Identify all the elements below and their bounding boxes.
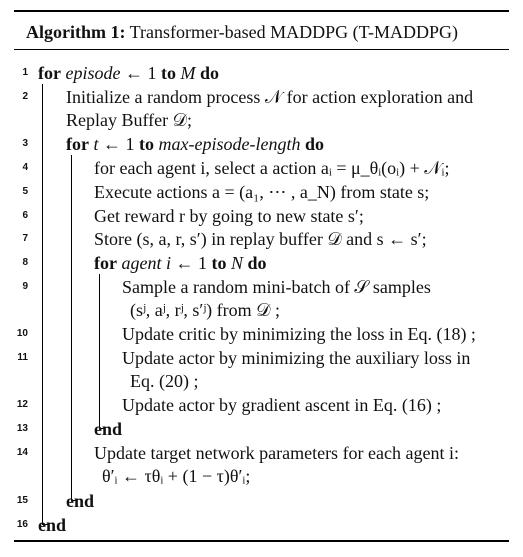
algorithm-top-rule (14, 10, 509, 12)
line-number: 10 (16, 328, 28, 339)
algo-line-9b: (sʲ, aʲ, rʲ, s′ʲ) from 𝒟 ; (130, 300, 280, 320)
algo-line-8: for agent i ← 1 to N do (94, 253, 267, 273)
line-number: 3 (22, 138, 28, 149)
line-number: 4 (22, 162, 28, 173)
line-number: 11 (17, 352, 28, 363)
block-bar-agent (99, 274, 100, 428)
line-number: 12 (16, 399, 28, 410)
algo-line-9a: Sample a random mini-batch of 𝒮 samples (122, 277, 431, 297)
algo-line-16: end (38, 515, 67, 535)
algo-line-15: end (66, 491, 95, 511)
algo-line-2a: Initialize a random process 𝒩 for action exploration and (66, 87, 474, 107)
block-bar-episode (42, 84, 43, 524)
line-number: 7 (22, 233, 28, 244)
line-number: 14 (16, 447, 28, 458)
algo-line-1: for episode ← 1 to M do (38, 63, 219, 83)
algo-line-5: Execute actions a = (a₁, ⋯ , a_N) from state s; (94, 182, 430, 202)
algorithm-caption-rule (14, 49, 509, 50)
algo-line-4: for each agent i, select a action aᵢ = μ_θᵢ(oᵢ) + 𝒩ᵢ; (94, 158, 450, 178)
line-number: 15 (16, 495, 28, 506)
line-number: 6 (22, 210, 28, 221)
line-number: 1 (22, 67, 28, 78)
line-number: 8 (22, 257, 28, 268)
line-number: 16 (16, 519, 28, 530)
algo-line-7: Store (s, a, r, s′) in replay buffer 𝒟 and s ← s′; (94, 229, 427, 249)
algo-line-14a: Update target network parameters for each agent i: (94, 443, 460, 463)
algorithm-title: Transformer-based MADDPG (T-MADDPG) (129, 22, 458, 42)
algo-line-12: Update actor by gradient ascent in Eq. (16) ; (122, 395, 442, 415)
line-number: 2 (22, 91, 28, 102)
algorithm-bottom-rule (14, 540, 509, 542)
algorithm-caption (26, 21, 458, 43)
algorithm-label: Algorithm 1: (26, 22, 126, 42)
algo-line-11b: Eq. (20) ; (130, 371, 199, 391)
block-bar-step (71, 155, 72, 500)
line-number: 5 (22, 186, 28, 197)
line-number: 9 (22, 281, 28, 292)
line-number: 13 (16, 423, 28, 434)
algo-line-10: Update critic by minimizing the loss in Eq. (18) ; (122, 324, 476, 344)
algo-line-11a: Update actor by minimizing the auxiliary loss in (122, 348, 471, 368)
algo-line-3: for t ← 1 to max-episode-length do (66, 134, 324, 154)
algo-line-2b: Replay Buffer 𝒟; (66, 110, 193, 130)
algo-line-6: Get reward r by going to new state s′; (94, 206, 364, 226)
algo-line-13: end (94, 419, 123, 439)
algo-line-14b: θ′ᵢ ← τθᵢ + (1 − τ)θ′ᵢ; (102, 466, 251, 486)
